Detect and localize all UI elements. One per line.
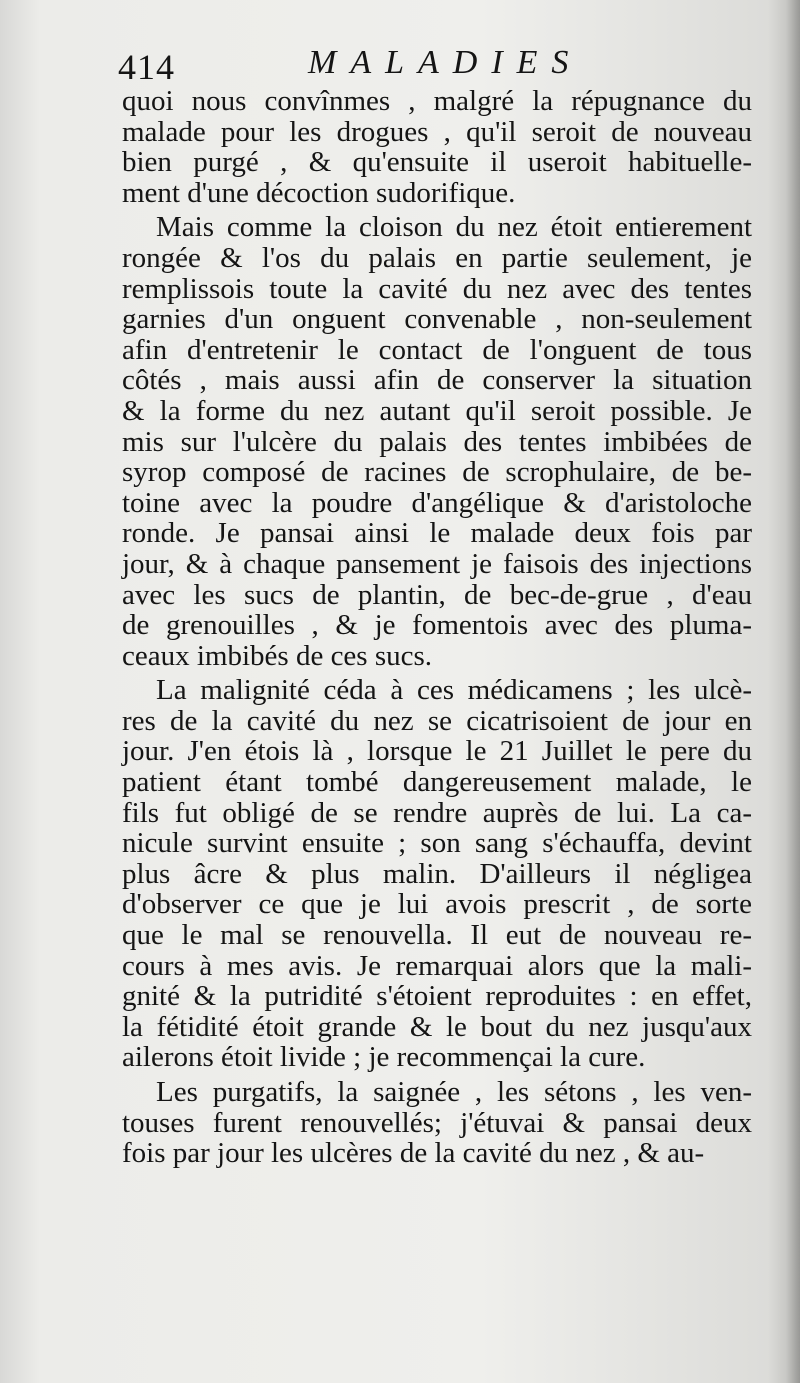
text-line: que le mal se renouvella. Il eut de nouveau re- [122,919,752,952]
text-line: cours à mes avis. Je remarquai alors que la mali- [122,949,752,982]
paragraph [122,86,752,208]
text-line: malade pour les drogues , qu'il seroit de nouveau [122,115,752,148]
body-text [122,86,752,1169]
text-line: avec les sucs de plantin, de bec-de-grue , d'eau [122,578,752,611]
text-line: fois par jour les ulcères de la cavité du nez , & au- [122,1137,705,1170]
text-line: rongée & l'os du palais en partie seulement, je [122,241,752,274]
text-line: remplissois toute la cavité du nez avec des tentes [122,272,752,305]
text-line: toine avec la poudre d'angélique & d'aristoloche [122,486,752,519]
text-line: nicule survint ensuite ; son sang s'échauffa, devint [122,827,752,860]
text-line: Mais comme la cloison du nez étoit entierement [156,211,752,244]
text-line: ronde. Je pansai ainsi le malade deux fois par [122,517,752,550]
text-line: d'observer ce que je lui avois prescrit , de sorte [122,888,752,921]
text-line: afin d'entretenir le contact de l'onguent de tous [122,333,752,366]
page-gutter-shadow [786,0,800,1383]
text-line: gnité & la putridité s'étoient reproduites : en effet, [122,980,752,1013]
text-line: ment d'une décoction sudorifique. [122,176,516,209]
text-line: ailerons étoit livide ; je recommençai la cure. [122,1041,646,1074]
running-head: MALADIES [308,44,583,81]
text-line: touses furent renouvellés; j'étuvai & pansai deux [122,1106,752,1139]
text-line: bien purgé , & qu'ensuite il useroit habituelle- [122,146,752,179]
paragraph [122,212,752,671]
text-line: la fétidité étoit grande & le bout du nez jusqu'aux [122,1010,752,1043]
text-line: plus âcre & plus malin. D'ailleurs il négligea [122,857,752,890]
text-line: quoi nous convînmes , malgré la répugnance du [122,85,752,117]
page-header [118,38,758,88]
text-line: res de la cavité du nez se cicatrisoient de jour en [122,704,752,737]
text-line: & la forme du nez autant qu'il seroit possible. Je [122,394,752,427]
text-line: jour, & à chaque pansement je faisois des injections [122,547,752,580]
page-number: 414 [118,47,175,87]
text-line: La malignité céda à ces médicamens ; les ulcè- [156,674,752,707]
text-line: garnies d'un onguent convenable , non-seulement [122,303,752,336]
text-line: Les purgatifs, la saignée , les sétons , les ven- [156,1076,752,1108]
text-line: jour. J'en étois là , lorsque le 21 Juillet le pere du [122,735,752,768]
paragraph [122,675,752,1073]
text-line: de grenouilles , & je fomentois avec des pluma- [122,609,752,642]
text-line: syrop composé de racines de scrophulaire, de be- [122,456,752,489]
text-line: patient étant tombé dangereusement malade, le [122,766,752,799]
text-line: ceaux imbibés de ces sucs. [122,639,433,672]
paragraph [122,1077,752,1169]
text-line: côtés , mais aussi afin de conserver la situation [122,364,752,397]
text-line: fils fut obligé de se rendre auprès de lui. La ca- [122,796,752,829]
text-line: mis sur l'ulcère du palais des tentes imbibées de [122,425,752,458]
